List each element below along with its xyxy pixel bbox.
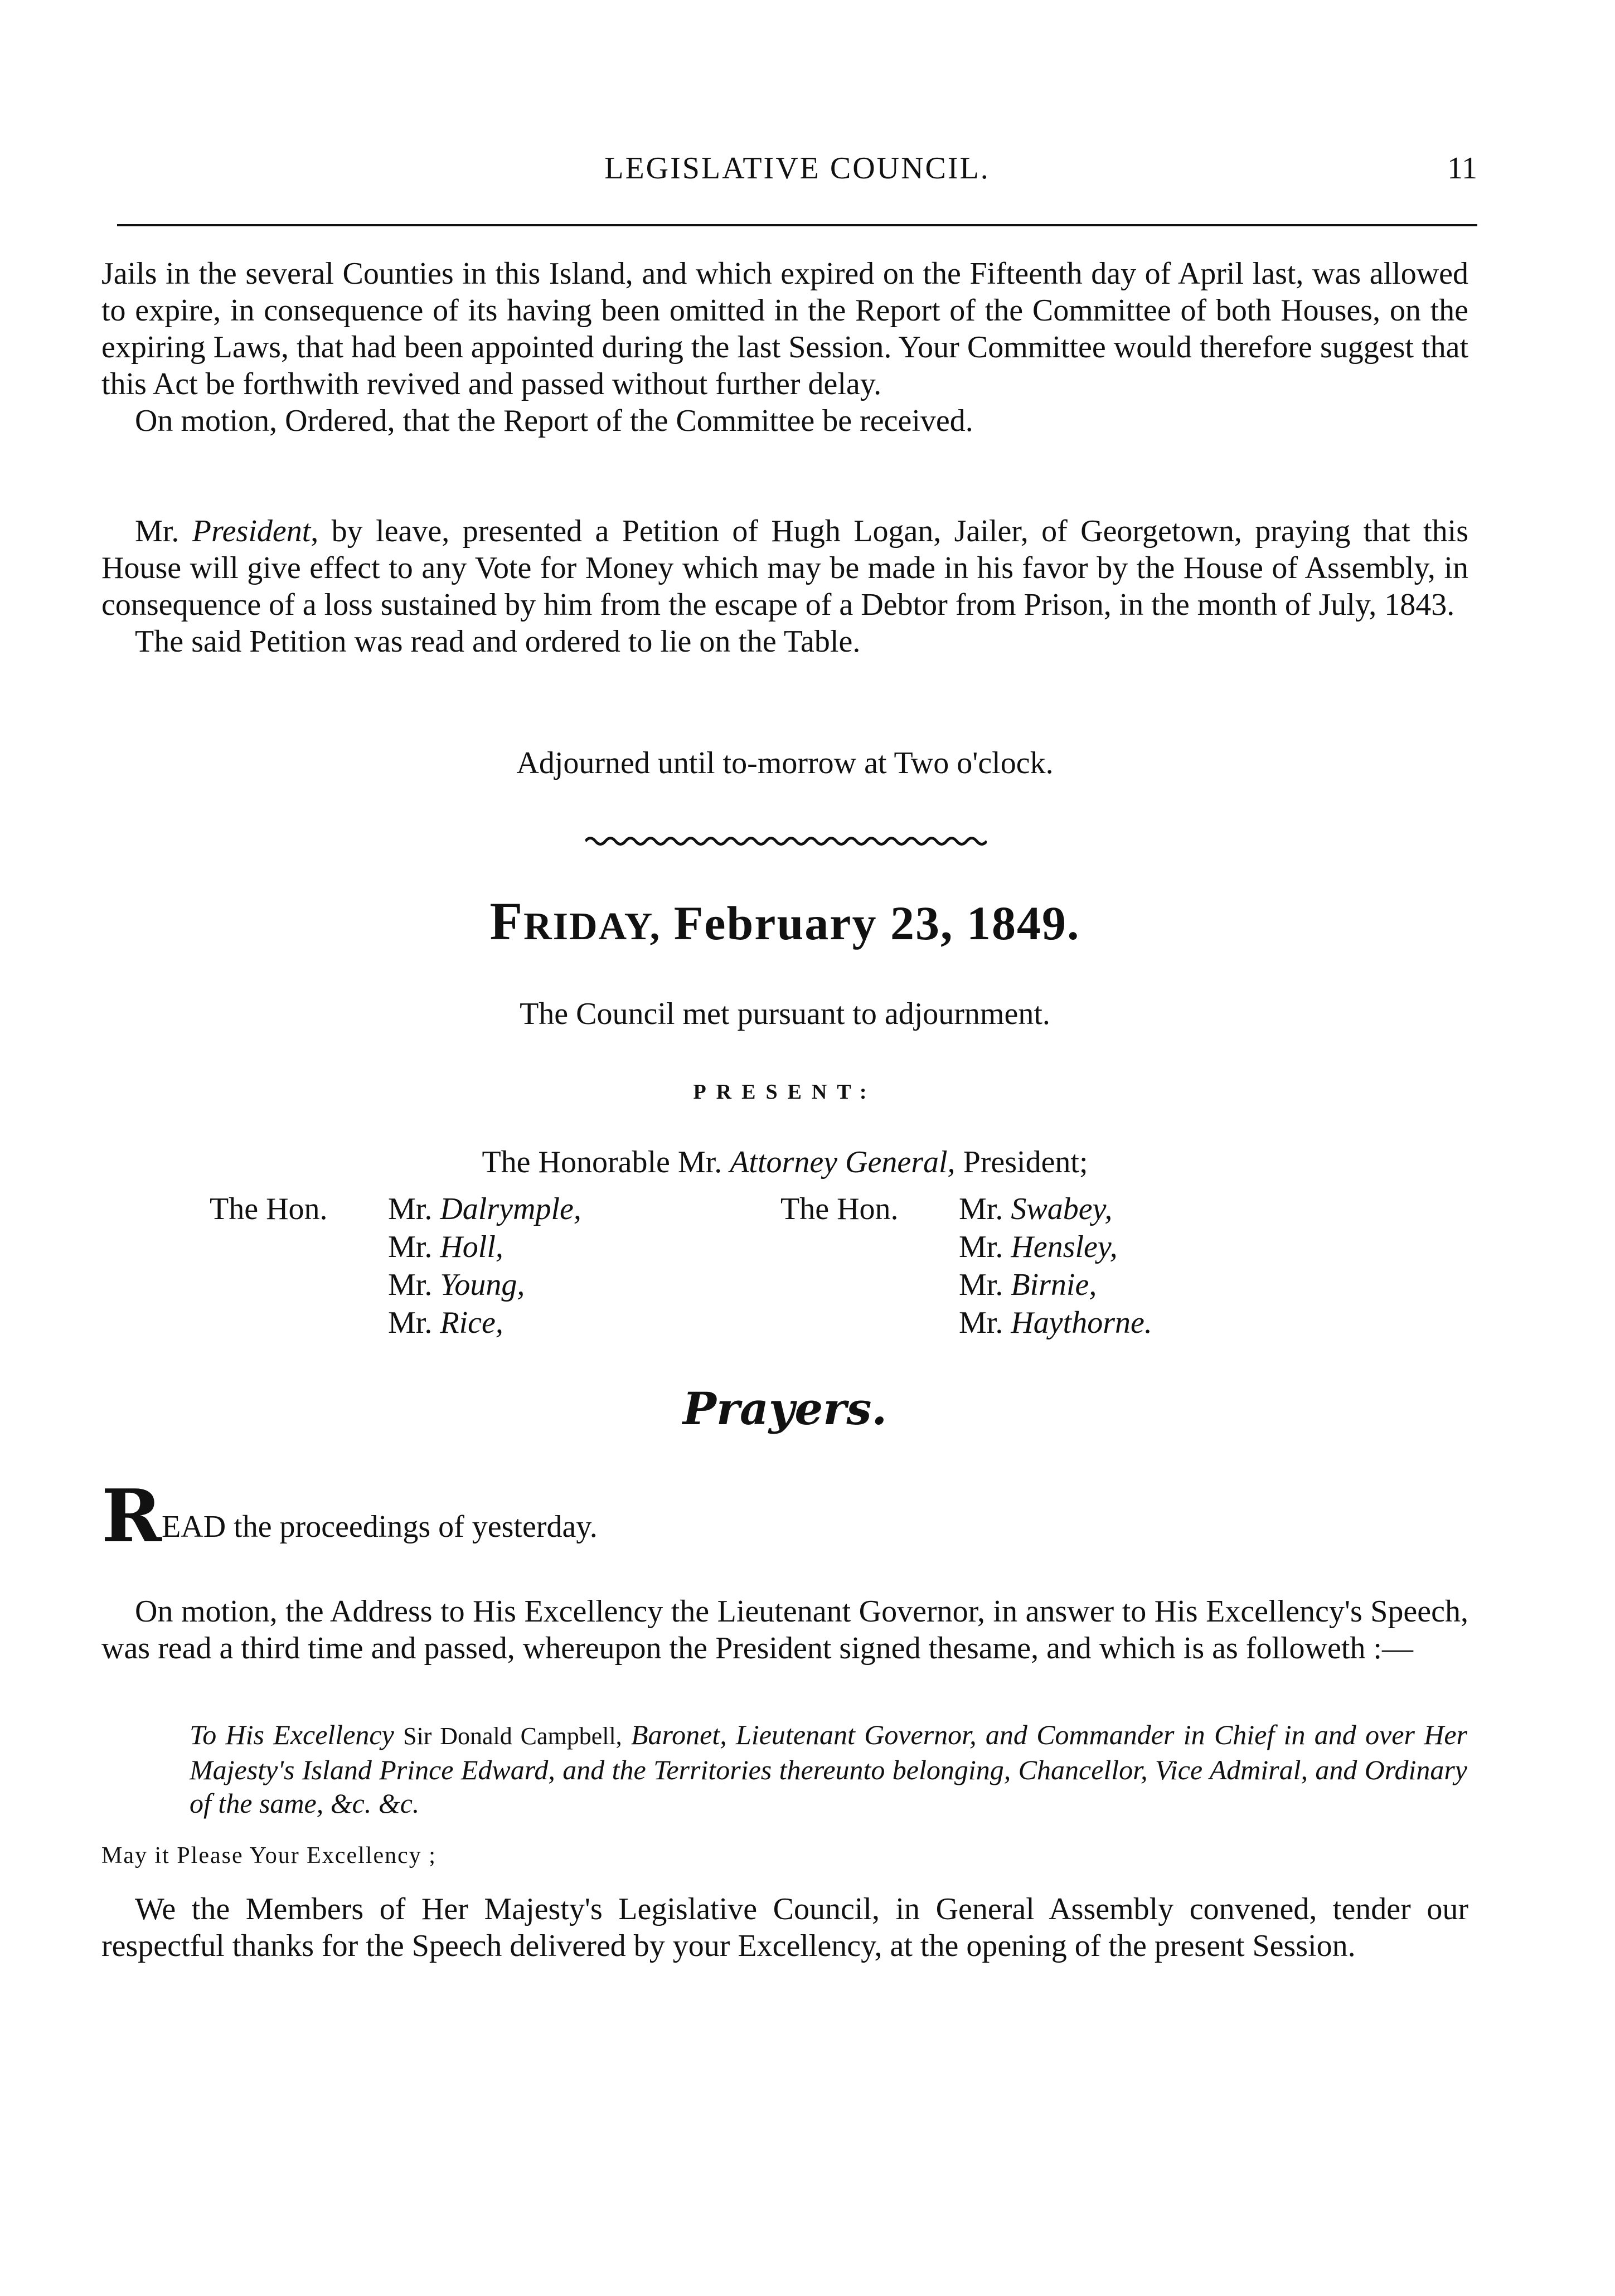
member-title: Mr. <box>959 1305 1003 1340</box>
members-left-column <box>210 1191 581 1342</box>
member-title: Mr. <box>388 1230 433 1264</box>
member-name: Haythorne. <box>1011 1305 1152 1340</box>
adjournment-line: Adjourned until to-morrow at Two o'clock. <box>516 746 1054 780</box>
address-governor-name: Sir Donald Campbell, <box>403 1722 622 1750</box>
report-paragraph: Jails in the several Counties in this Island, and which expired on the Fifteenth day of April last, was allowed to expire, in consequence of its having been omitted in the Report of the Committee of both Houses, on the expiring Laws, that had been appointed during the last Session. Your Committee would therefore suggest that this Act be forthwith revived and passed without further delay. <box>101 256 1468 401</box>
council-met-line: The Council met pursuant to adjournment. <box>520 997 1050 1031</box>
address-body-text: We the Members of Her Majesty's Legislative Council, in General Assembly convened, tender our respectful thanks for the Speech delivered by your Excellency, at the opening of the present Session. <box>101 1892 1468 1963</box>
sitting-date-heading <box>101 891 1468 951</box>
hon-label: The Hon. <box>780 1192 899 1226</box>
member-row <box>780 1229 1152 1266</box>
member-title: Mr. <box>388 1305 433 1340</box>
presiding-office: Attorney General, <box>730 1145 956 1179</box>
header-rule <box>117 224 1477 226</box>
address-body <box>101 1891 1468 1964</box>
page-number: 11 <box>1447 151 1477 186</box>
member-name: Young, <box>440 1268 525 1302</box>
petition-section <box>101 513 1468 660</box>
member-title: Mr. <box>959 1230 1003 1264</box>
address-motion-text: On motion, the Address to His Excellency the Lieutenant Governor, in answer to His Excellency's Speech, was read a third time and passed, whereupon the President signed thesame, and which is as followeth :— <box>101 1594 1468 1666</box>
continued-report <box>101 255 1468 439</box>
petition-paragraph <box>101 513 1468 623</box>
member-row <box>780 1304 1152 1342</box>
member-row <box>780 1191 1152 1229</box>
member-title: Mr. <box>388 1268 433 1302</box>
member-title: Mr. <box>959 1268 1003 1302</box>
read-cap-rest: EAD <box>162 1509 226 1544</box>
petition-lead: Mr. <box>135 514 192 548</box>
prayers-heading: Prayers. <box>682 1382 887 1435</box>
sitting-date: February 23, 1849. <box>661 896 1080 950</box>
running-head <box>117 151 1477 201</box>
present-label: PRESENT: <box>693 1080 877 1104</box>
member-name: Birnie, <box>1011 1268 1097 1302</box>
address-motion <box>101 1593 1468 1667</box>
members-right-column <box>780 1191 1152 1342</box>
member-title: Mr. <box>388 1192 433 1226</box>
petition-body: , by leave, presented a Petition of Hugh Logan, Jailer, of Georgetown, praying that this House will give effect to any Vote for Money which may be made in his favor by the House of Assembly, in consequence of a loss sustained by him from the escape of a Debtor from Prison, in the month of July, 1843. <box>101 514 1469 622</box>
petition-president: President <box>192 514 311 548</box>
day-initial: F <box>489 891 524 951</box>
drop-cap: R <box>101 1473 162 1559</box>
order-received: On motion, Ordered, that the Report of the Committee be received. <box>135 404 973 438</box>
read-proceedings <box>101 1473 1468 1559</box>
day-name: RIDAY, <box>523 905 661 948</box>
salutation: May it Please Your Excellency ; <box>101 1843 437 1868</box>
member-title: Mr. <box>959 1192 1003 1226</box>
member-row <box>210 1304 581 1342</box>
member-row <box>780 1266 1152 1304</box>
presiding-suffix: President; <box>955 1145 1088 1179</box>
member-row <box>210 1266 581 1304</box>
member-row <box>210 1191 581 1229</box>
member-row <box>210 1229 581 1266</box>
address-heading <box>190 1718 1467 1820</box>
member-name: Hensley, <box>1011 1230 1118 1264</box>
read-rest: the proceedings of yesterday. <box>226 1509 598 1544</box>
address-to: To His Excellency <box>190 1719 404 1750</box>
petition-disposal: The said Petition was read and ordered to lie on the Table. <box>135 624 861 659</box>
member-name: Holl, <box>440 1230 503 1264</box>
presiding-prefix: The Honorable Mr. <box>482 1145 730 1179</box>
member-name: Rice, <box>440 1305 503 1340</box>
presiding-line <box>101 1144 1468 1181</box>
address-rest: Baronet, Lieutenant Governor, and Commander in Chief in and over Her Majesty's Island Prince Edward, and the Territories thereunto belonging, Chancellor, Vice Admiral, and Ordinary of the same, &c. &c. <box>190 1719 1468 1819</box>
member-name: Swabey, <box>1011 1192 1113 1226</box>
wavy-ornament <box>585 834 987 848</box>
member-name: Dalrymple, <box>440 1192 581 1226</box>
running-title: LEGISLATIVE COUNCIL. <box>604 151 990 186</box>
hon-label: The Hon. <box>210 1192 328 1226</box>
